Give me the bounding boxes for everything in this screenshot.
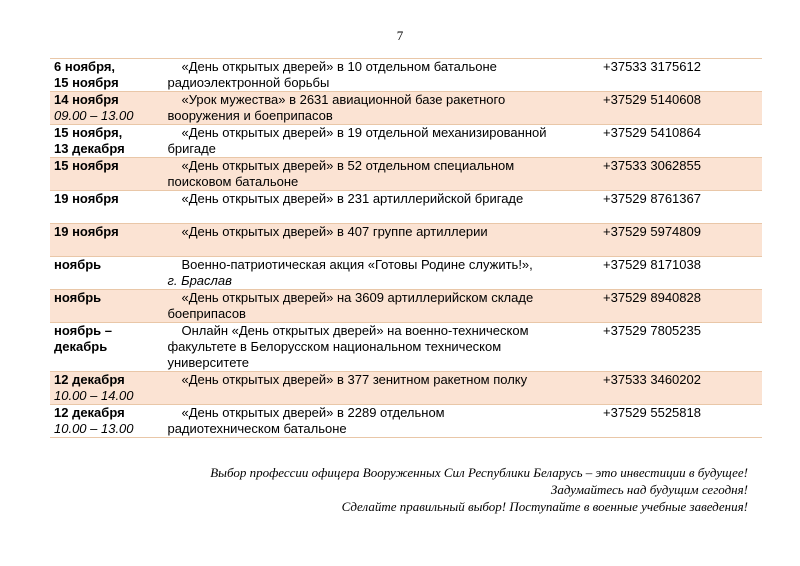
event-date: ноябрь bbox=[54, 290, 102, 305]
event-text: «Урок мужества» в 2631 авиационной базе ракетного bbox=[181, 92, 506, 107]
table-row bbox=[50, 372, 762, 405]
phone-cell bbox=[585, 290, 762, 323]
phone-number: +37529 8761367 bbox=[603, 191, 701, 206]
event-text-cont: поисковом батальоне bbox=[167, 174, 299, 189]
event-date-extra: 10.00 – 14.00 bbox=[54, 388, 134, 403]
date-cell bbox=[50, 290, 163, 323]
phone-number: +37533 3460202 bbox=[603, 372, 701, 387]
event-text-cont: факультете в Белорусском национальном техническом bbox=[167, 339, 502, 354]
phone-cell bbox=[585, 405, 762, 438]
date-cell bbox=[50, 323, 163, 372]
event-cell bbox=[163, 323, 585, 372]
event-location: г. Браслав bbox=[167, 273, 232, 288]
event-cell bbox=[163, 290, 585, 323]
event-text: «День открытых дверей» в 19 отдельной механизированной bbox=[181, 125, 547, 140]
phone-number: +37533 3062855 bbox=[603, 158, 701, 173]
table-row bbox=[50, 92, 762, 125]
event-text: «День открытых дверей» в 377 зенитном ракетном полку bbox=[181, 372, 528, 387]
phone-cell bbox=[585, 257, 762, 290]
phone-cell bbox=[585, 59, 762, 92]
table-row bbox=[50, 59, 762, 92]
event-text: Военно-патриотическая акция «Готовы Родине служить!», bbox=[181, 257, 533, 272]
table-row bbox=[50, 125, 762, 158]
event-date-extra: 15 ноября bbox=[54, 75, 119, 90]
event-date: 12 декабря bbox=[54, 372, 125, 387]
event-text-cont: боеприпасов bbox=[167, 306, 246, 321]
event-text: «День открытых дверей» в 52 отдельном специальном bbox=[181, 158, 515, 173]
event-text: «День открытых дверей» в 10 отдельном батальоне bbox=[181, 59, 497, 74]
event-cell bbox=[163, 405, 585, 438]
event-text-cont: вооружения и боеприпасов bbox=[167, 108, 333, 123]
event-cell bbox=[163, 125, 585, 158]
phone-number: +37529 7805235 bbox=[603, 323, 701, 338]
event-cell bbox=[163, 92, 585, 125]
phone-number: +37529 5525818 bbox=[603, 405, 701, 420]
event-text: «День открытых дверей» на 3609 артиллерийском складе bbox=[181, 290, 534, 305]
date-cell bbox=[50, 59, 163, 92]
event-text: «День открытых дверей» в 231 артиллерийской бригаде bbox=[181, 191, 524, 206]
event-text: Онлайн «День открытых дверей» на военно-техническом bbox=[181, 323, 529, 338]
table-row bbox=[50, 323, 762, 372]
date-cell bbox=[50, 158, 163, 191]
event-cell bbox=[163, 158, 585, 191]
date-cell bbox=[50, 125, 163, 158]
phone-number: +37529 8940828 bbox=[603, 290, 701, 305]
date-cell bbox=[50, 405, 163, 438]
event-cell bbox=[163, 191, 585, 224]
phone-cell bbox=[585, 92, 762, 125]
closing-message bbox=[210, 464, 748, 515]
event-date: 19 ноября bbox=[54, 191, 119, 206]
event-text-cont: бригаде bbox=[167, 141, 216, 156]
event-date: 19 ноября bbox=[54, 224, 119, 239]
event-date-extra: 09.00 – 13.00 bbox=[54, 108, 134, 123]
event-date: ноябрь bbox=[54, 257, 102, 272]
phone-cell bbox=[585, 372, 762, 405]
date-cell bbox=[50, 191, 163, 224]
phone-cell bbox=[585, 224, 762, 257]
event-cell bbox=[163, 224, 585, 257]
phone-cell bbox=[585, 125, 762, 158]
event-cell bbox=[163, 59, 585, 92]
phone-cell bbox=[585, 158, 762, 191]
table-row bbox=[50, 191, 762, 224]
event-date: ноябрь – bbox=[54, 323, 113, 338]
event-text-cont: радиоэлектронной борьбы bbox=[167, 75, 330, 90]
table-row bbox=[50, 224, 762, 257]
phone-cell bbox=[585, 323, 762, 372]
event-cell bbox=[163, 372, 585, 405]
event-date: 6 ноября, bbox=[54, 59, 116, 74]
table-row bbox=[50, 290, 762, 323]
closing-line-2: Задумайтесь над будущим сегодня! bbox=[550, 482, 748, 497]
phone-number: +37529 5140608 bbox=[603, 92, 701, 107]
event-date-extra: 13 декабря bbox=[54, 141, 125, 156]
event-date: 14 ноября bbox=[54, 92, 119, 107]
date-cell bbox=[50, 92, 163, 125]
phone-number: +37533 3175612 bbox=[603, 59, 701, 74]
table-row bbox=[50, 158, 762, 191]
event-date-extra: декабрь bbox=[54, 339, 108, 354]
page-number: 7 bbox=[396, 28, 404, 43]
event-text: «День открытых дверей» в 2289 отдельном bbox=[181, 405, 445, 420]
phone-number: +37529 5410864 bbox=[603, 125, 701, 140]
date-cell bbox=[50, 224, 163, 257]
table-row bbox=[50, 405, 762, 438]
closing-line-1: Выбор профессии офицера Вооруженных Сил Республики Беларусь – это инвестиции в будущее! bbox=[210, 465, 748, 480]
phone-cell bbox=[585, 191, 762, 224]
event-cell bbox=[163, 257, 585, 290]
event-text: «День открытых дверей» в 407 группе артиллерии bbox=[181, 224, 488, 239]
table-row bbox=[50, 257, 762, 290]
closing-line-3: Сделайте правильный выбор! Поступайте в военные учебные заведения! bbox=[341, 499, 748, 514]
event-date-extra: 10.00 – 13.00 bbox=[54, 421, 134, 436]
event-date: 12 декабря bbox=[54, 405, 125, 420]
event-date: 15 ноября bbox=[54, 158, 119, 173]
date-cell bbox=[50, 257, 163, 290]
events-table bbox=[50, 58, 762, 438]
date-cell bbox=[50, 372, 163, 405]
phone-number: +37529 8171038 bbox=[603, 257, 701, 272]
phone-number: +37529 5974809 bbox=[603, 224, 701, 239]
event-text-cont: радиотехническом батальоне bbox=[167, 421, 347, 436]
event-text-cont: университете bbox=[167, 355, 250, 370]
event-date: 15 ноября, bbox=[54, 125, 123, 140]
